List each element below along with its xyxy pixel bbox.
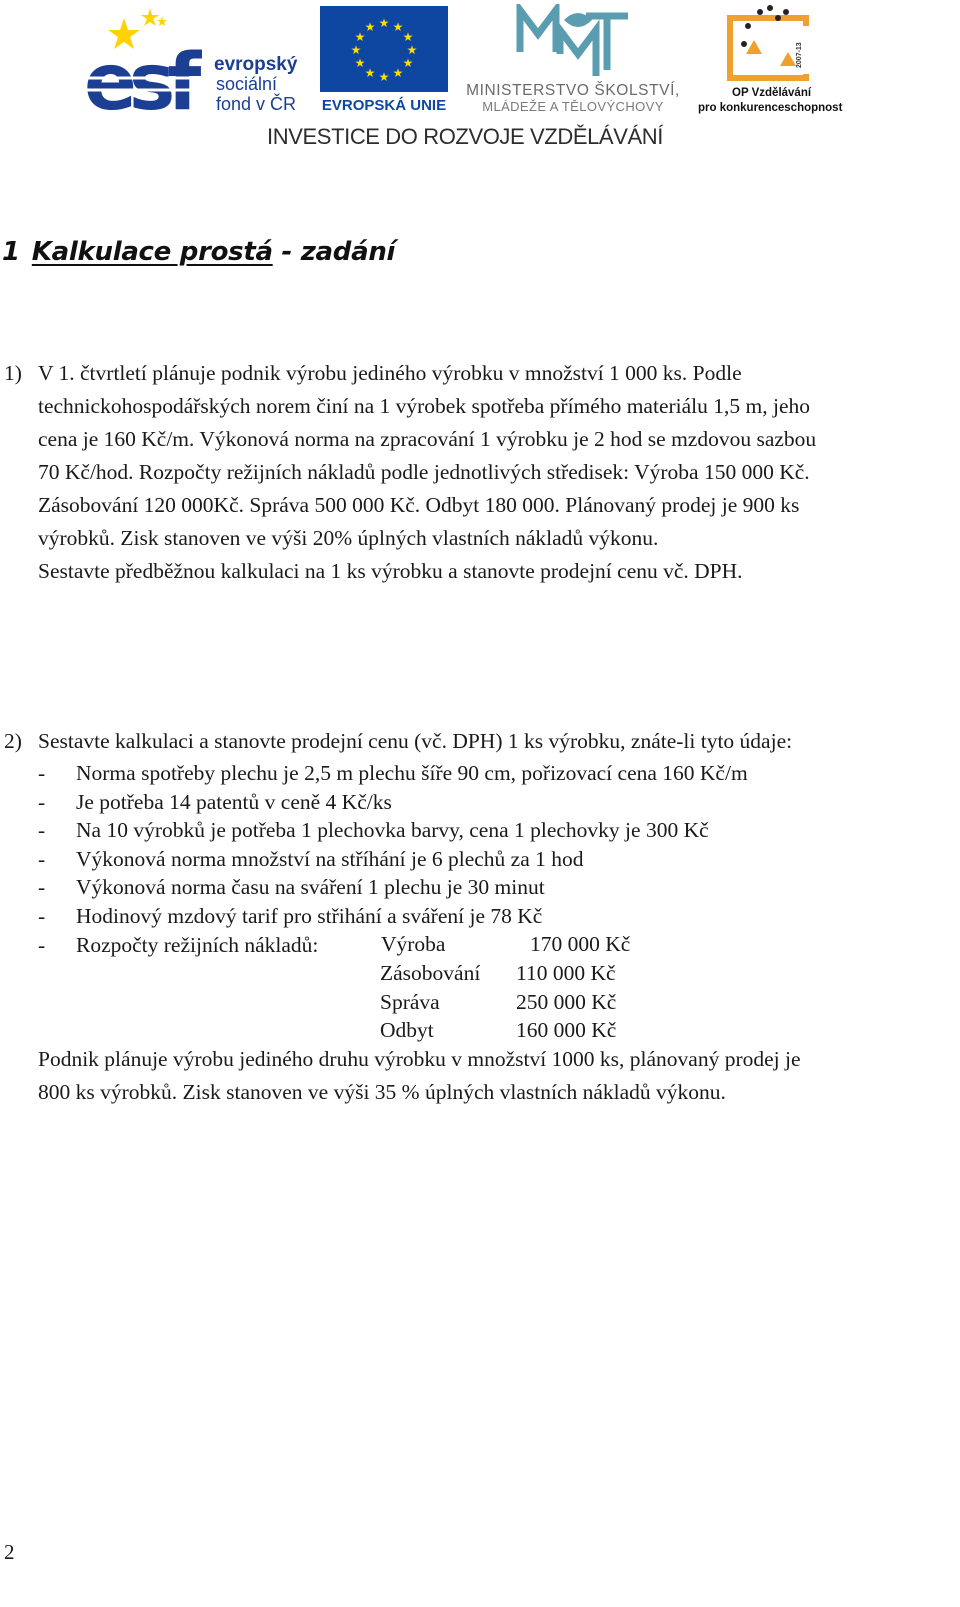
msmt-logo xyxy=(460,4,686,114)
task-2-closing xyxy=(38,1043,801,1109)
bullet-text: Rozpočty režijních nákladů: xyxy=(76,932,319,957)
bullet-dash: - xyxy=(38,903,46,928)
svg-text:EVROPSKÁ UNIE: EVROPSKÁ UNIE xyxy=(321,97,447,112)
section-heading xyxy=(2,237,395,267)
svg-text:★: ★ xyxy=(392,20,404,34)
svg-text:★: ★ xyxy=(350,43,362,57)
bullet-dash: - xyxy=(38,761,46,785)
svg-text:evropský: evropský xyxy=(214,54,298,75)
bullet-text: Norma spotřeby plechu je 2,5 m plechu šíře 90 cm, pořizovací cena 160 Kč/m xyxy=(76,761,748,785)
task-1-line: cena je 160 Kč/m. Výkonová norma na zpracování 1 výrobku je 2 hod se mzdovou sazbou xyxy=(38,427,817,451)
svg-text:★: ★ xyxy=(402,56,414,70)
svg-text:MINISTERSTVO ŠKOLSTVÍ,: MINISTERSTVO ŠKOLSTVÍ, xyxy=(466,82,680,99)
budget-name: Zásobování xyxy=(380,961,481,985)
task-1-line: 70 Kč/hod. Rozpočty režijních nákladů podle jednotlivých středisek: Výroba 150 000 Kč. xyxy=(38,460,810,484)
task-1-line: Sestavte předběžnou kalkulaci na 1 ks výrobku a stanovte prodejní cenu vč. DPH. xyxy=(38,559,743,583)
op-logo-graphic xyxy=(696,4,846,114)
svg-text:★: ★ xyxy=(354,30,366,44)
task-1-line: V 1. čtvrtletí plánuje podnik výrobu jediného výrobku v množství 1 000 ks. Podle xyxy=(38,361,742,385)
page-number: 2 xyxy=(4,1540,15,1564)
budget-name: Správa xyxy=(380,989,440,1014)
msmt-logo-graphic xyxy=(460,4,686,114)
bullet-dash: - xyxy=(38,846,46,871)
section-number: 1 xyxy=(2,237,20,267)
task-2-closing-line: 800 ks výrobků. Zisk stanoven ve výši 35 % úplných vlastních nákladů výkonu. xyxy=(38,1080,726,1104)
svg-text:★: ★ xyxy=(402,30,414,44)
svg-text:2007-13: 2007-13 xyxy=(796,42,803,68)
bullet-text: Výkonová norma času na sváření 1 plechu je 30 minut xyxy=(76,875,545,900)
svg-text:★: ★ xyxy=(364,66,376,80)
svg-text:OP Vzdělávání: OP Vzdělávání xyxy=(732,87,812,99)
eu-flag xyxy=(318,6,450,112)
task-1-line: výrobků. Zisk stanoven ve výši 20% úplných vlastních nákladů výkonu. xyxy=(38,526,659,550)
section-title: Kalkulace prostá xyxy=(31,237,273,267)
svg-text:esf: esf xyxy=(84,38,194,112)
eu-flag-logo xyxy=(318,6,450,112)
budget-value: 110 000 Kč xyxy=(516,961,616,985)
svg-text:★: ★ xyxy=(406,43,418,57)
svg-text:MLÁDEŽE A TĚLOVÝCHOVY: MLÁDEŽE A TĚLOVÝCHOVY xyxy=(482,99,664,114)
bullet-text: Na 10 výrobků je potřeba 1 plechovka barvy, cena 1 plechovky je 300 Kč xyxy=(76,818,709,843)
budget-value: 250 000 Kč xyxy=(516,989,617,1014)
svg-text:★: ★ xyxy=(392,66,404,80)
svg-text:fond v ČR: fond v ČR xyxy=(216,94,297,112)
svg-text:★: ★ xyxy=(378,16,390,30)
svg-text:★: ★ xyxy=(378,70,390,84)
budget-name: Výroba xyxy=(381,932,446,956)
budget-name: Odbyt xyxy=(380,1018,434,1043)
task-2-closing-line: Podnik plánuje výrobu jediného druhu výrobku v množství 1000 ks, plánovaný prodej je xyxy=(38,1047,801,1071)
budget-value: 160 000 Kč xyxy=(516,1018,617,1043)
banner-caption: INVESTICE DO ROZVOJE VZDĚLÁVÁNÍ xyxy=(267,124,663,149)
svg-text:sociální: sociální xyxy=(216,74,278,94)
svg-text:★: ★ xyxy=(354,56,366,70)
esf-logo-graphic xyxy=(84,6,306,112)
bullet-dash: - xyxy=(38,932,46,957)
esf-logo xyxy=(84,6,306,112)
task-1-marker: 1) xyxy=(4,361,22,385)
bullet-dash: - xyxy=(38,789,46,814)
task-1-line: technickohospodářských norem činí na 1 výrobek spotřeba přímého materiálu 1,5 m, jeho xyxy=(38,394,810,418)
bullet-dash: - xyxy=(38,875,46,900)
bullet-text: Hodinový mzdový tarif pro střihání a sváření je 78 Kč xyxy=(76,903,543,928)
budget-value: 170 000 Kč xyxy=(530,932,631,956)
bullet-text: Výkonová norma množství na stříhání je 6 plechů za 1 hod xyxy=(76,846,584,871)
task-2-intro-text: Sestavte kalkulaci a stanovte prodejní cenu (vč. DPH) 1 ks výrobku, znáte-li tyto údaje: xyxy=(38,729,793,753)
section-title-suffix: - zadání xyxy=(272,237,396,267)
task-1-line: Zásobování 120 000Kč. Správa 500 000 Kč. Odbyt 180 000. Plánovaný prodej je 900 ks xyxy=(38,493,800,517)
bullet-text: Je potřeba 14 patentů v ceně 4 Kč/ks xyxy=(76,789,392,814)
svg-text:★: ★ xyxy=(364,20,376,34)
svg-text:pro konkurenceschopnost: pro konkurenceschopnost xyxy=(698,102,843,114)
task-2-marker: 2) xyxy=(4,729,22,753)
op-vzdelavani-logo xyxy=(696,4,846,114)
bullet-dash: - xyxy=(38,818,46,843)
